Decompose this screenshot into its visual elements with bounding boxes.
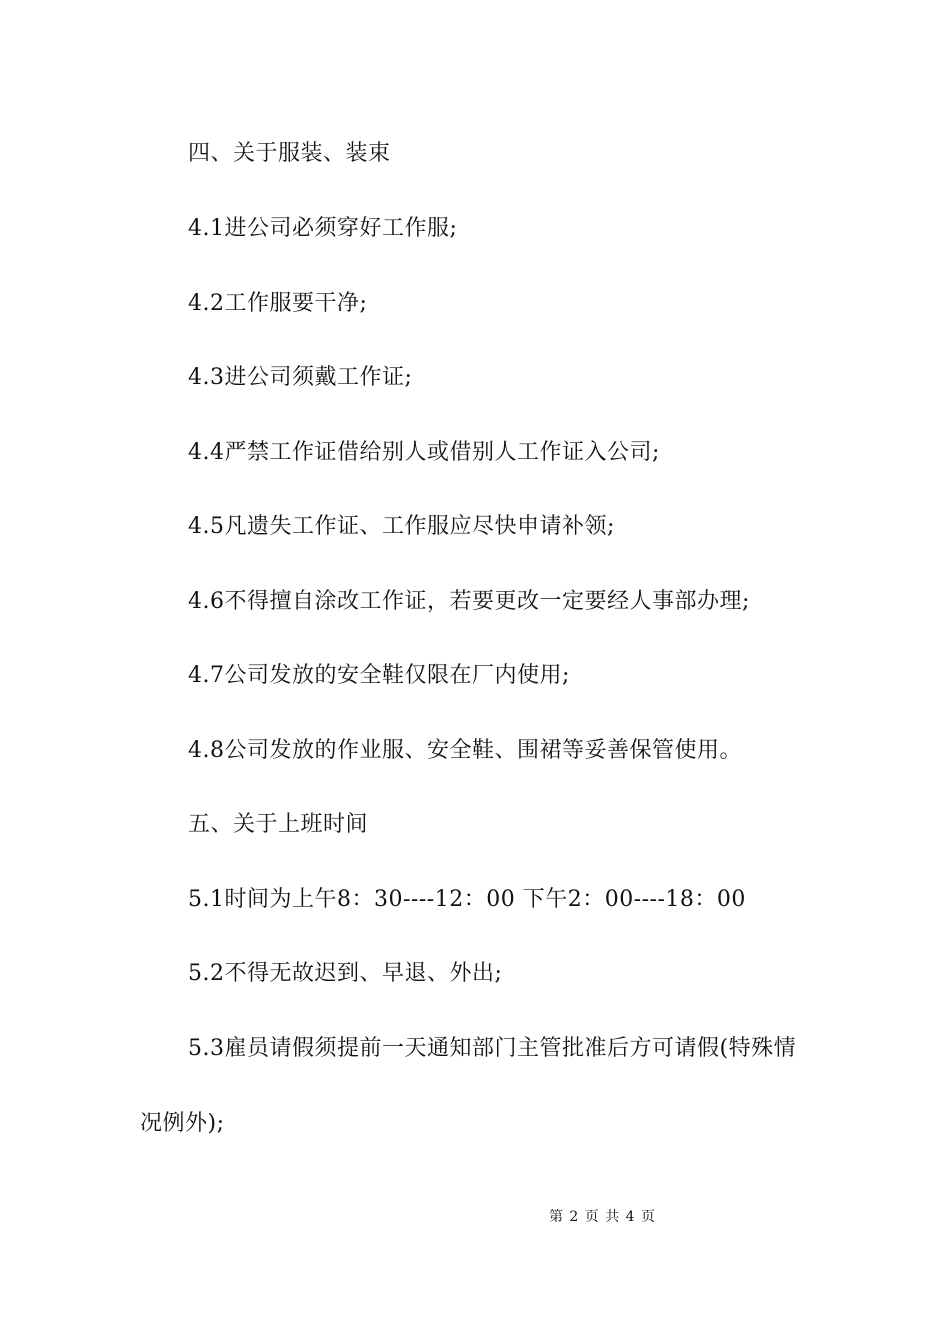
paragraph-4-6: 4.6不得擅自涂改工作证，若要更改一定要经人事部办理;: [188, 589, 750, 614]
paragraph-4-1: 4.1进公司必须穿好工作服;: [188, 216, 458, 241]
paragraph-5-1: 5.1时间为上午8：30----12：00 下午2：00----18：00: [188, 887, 746, 912]
page-number-footer: 第 2 页 共 4 页: [548, 1209, 657, 1225]
paragraph-4-3: 4.3进公司须戴工作证;: [188, 365, 413, 390]
paragraph-4-2: 4.2工作服要干净;: [188, 291, 368, 316]
paragraph-5-3: 5.3雇员请假须提前一天通知部门主管批准后方可请假(特殊情: [188, 1036, 797, 1061]
paragraph-4-5: 4.5凡遗失工作证、工作服应尽快申请补领;: [188, 514, 615, 539]
section-heading-clothing: 四、关于服装、装束: [188, 141, 391, 166]
paragraph-4-7: 4.7公司发放的安全鞋仅限在厂内使用;: [188, 663, 570, 688]
paragraph-4-4: 4.4严禁工作证借给别人或借别人工作证入公司;: [188, 440, 660, 465]
section-heading-work-hours: 五、关于上班时间: [188, 812, 369, 837]
paragraph-4-8: 4.8公司发放的作业服、安全鞋、围裙等妥善保管使用。: [188, 738, 742, 763]
paragraph-5-2: 5.2不得无故迟到、早退、外出;: [188, 961, 503, 986]
paragraph-5-3-continued: 况例外);: [140, 1111, 225, 1136]
